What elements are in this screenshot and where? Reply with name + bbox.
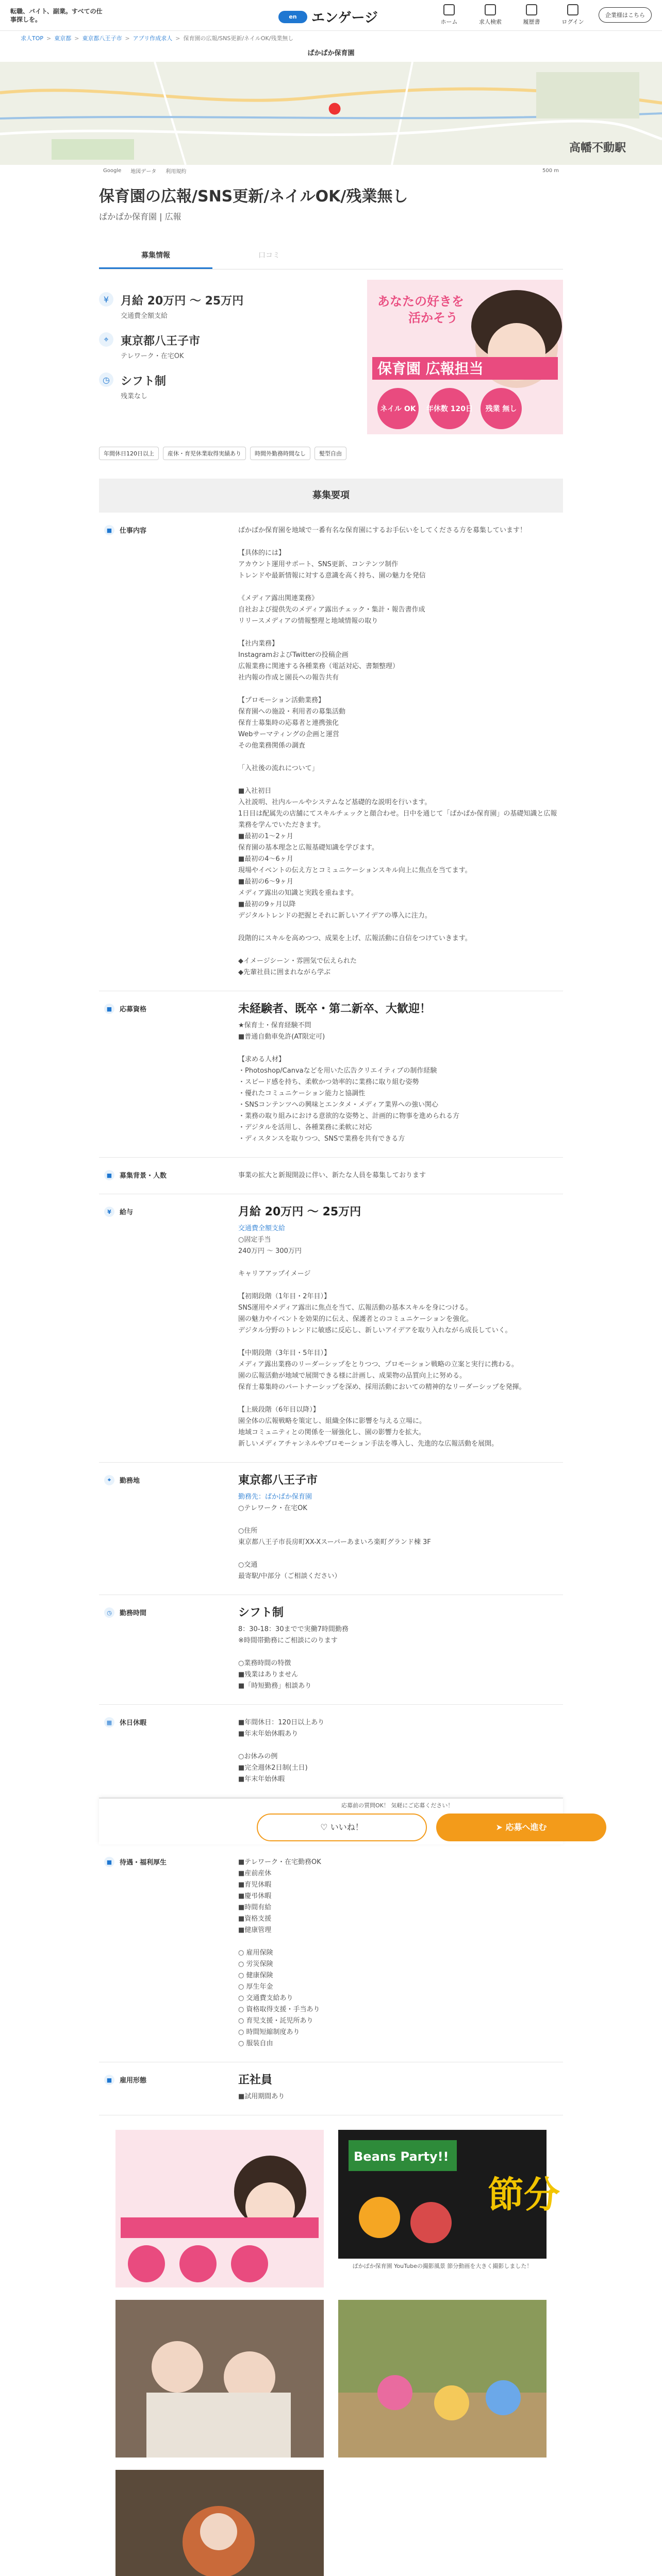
row-highlight: 東京都八王子市 bbox=[238, 1474, 318, 1487]
banner-illustration bbox=[367, 280, 563, 434]
site-tagline: 転職、バイト、副業。すべての仕事探しを。 bbox=[10, 7, 103, 23]
gift-icon: ■ bbox=[104, 1857, 114, 1867]
location-map[interactable] bbox=[0, 62, 662, 165]
detail-row-qualification bbox=[99, 991, 563, 1158]
row-value: ■テレワーク・在宅勤務OK ■産前産休 ■育児休暇 ■慶弔休暇 ■時間有給 ■資格支援 ■健康管理 ○ 雇用保険 ○ 労災保険 ○ 健康保険 ○ 厚生年金 ○ 交通費支給あり ○ 資格取得支援・手当あり ○ 育児支援・託児所あり ○ 時間短縮制度あり ○ 服装自由 bbox=[238, 1858, 321, 2047]
location-pin-icon: ⌖ bbox=[104, 1475, 114, 1485]
document-icon bbox=[526, 4, 537, 15]
people-icon: ■ bbox=[104, 1170, 114, 1180]
company-name: ぱかぱか保育園 | 広報 bbox=[99, 212, 181, 222]
banner-chip: 残業 無し bbox=[485, 405, 517, 413]
logo-text: エンゲージ bbox=[311, 10, 378, 26]
row-sub: 交通費全額支給 bbox=[238, 1225, 286, 1232]
banner-main: 保育園 広報担当 bbox=[377, 360, 484, 377]
feature-chip: 時間外勤務時間なし bbox=[250, 447, 310, 460]
salary-sub: 交通費全額支給 bbox=[121, 312, 168, 320]
section-title: 募集要項 bbox=[99, 479, 563, 513]
gallery-photo[interactable] bbox=[115, 2130, 324, 2287]
feature-chips bbox=[99, 447, 563, 460]
job-title: 保育園の広報/SNS更新/ネイルOK/残業無し bbox=[99, 188, 408, 206]
tab-recruit-info[interactable]: 募集情報 bbox=[99, 243, 212, 269]
floating-apply-bar bbox=[99, 1798, 563, 1844]
summary-location bbox=[99, 332, 243, 360]
home-icon bbox=[443, 4, 455, 15]
banner-top1: あなたの好きを bbox=[377, 294, 464, 309]
search-icon bbox=[485, 4, 496, 15]
apply-note: 応募前の質問OK！ 気軽にご応募ください！ bbox=[341, 1802, 454, 1809]
logo-mark: en bbox=[278, 11, 307, 23]
site-header bbox=[0, 0, 662, 31]
banner-chip: 年休数 120日 bbox=[426, 405, 473, 413]
tab-reviews[interactable]: 口コミ bbox=[258, 251, 280, 260]
banner-chip: ネイル OK bbox=[380, 405, 416, 413]
detail-row-employment bbox=[99, 2062, 563, 2115]
detail-row-work bbox=[99, 513, 563, 991]
detail-row-holidays bbox=[99, 1705, 563, 1798]
row-value: ○固定手当 240万円 〜 300万円 キャリアアップイメージ 【初期段階（1年目・2年目）】 SNS運用やメディア露出に焦点を当て、広報活動の基本スキルを身につける。 園の魅力やイベントを効果的に伝え、保護者とのコミュニケーションを強化。 デジタル分野のトレンドに敏感に反応し、新しいアイデアを取り入れながら成長していく。 【中期段階（3年目・5年目）】 メディア露出業務のリーダーシップをとりつつ、プロモーション戦略の立案と実行に携わる。 園の広報活動が地域で展開できる様に計画し、成果物の品質向上に努める。 保育士募集時のパートナーシップを深め、採用活動においての精神的なリーダーシップを発揮。 【上級段階（6年目以降）】 園全体の広報戦略を策定し、組織全体に影響を与える立場に。 地域コミュニティとの関係を一層強化し、園の影響力を拡大。 新しいメディアチャンネルやプロモーション手法を導入し、先進的な広報活動を展開。 bbox=[238, 1236, 526, 1448]
site-logo[interactable] bbox=[278, 7, 378, 26]
row-key: 給与 bbox=[120, 1209, 134, 1216]
clock-icon: ◷ bbox=[99, 372, 113, 387]
row-value: ■年間休日：120日以上あり ■年末年始休暇あり ○お休みの例 ■完全週休2日制(土日) ■年末年始休暇 bbox=[238, 1719, 325, 1783]
job-summary bbox=[99, 280, 563, 434]
row-key: 募集背景・人数 bbox=[120, 1172, 167, 1180]
feature-chip: 年間休日120日以上 bbox=[99, 447, 159, 460]
summary-banner-image bbox=[367, 280, 563, 434]
row-key: 雇用形態 bbox=[120, 2077, 147, 2084]
work-icon: ■ bbox=[104, 525, 114, 535]
shift-text: シフト制 bbox=[121, 375, 167, 388]
feature-chip: 髪型自由 bbox=[315, 447, 346, 460]
header-nav bbox=[434, 4, 652, 26]
row-highlight: シフト制 bbox=[238, 1606, 284, 1619]
person-icon: ■ bbox=[104, 1004, 114, 1014]
badge-icon: ■ bbox=[104, 2075, 114, 2085]
breadcrumb-item[interactable]: 東京都 bbox=[54, 35, 72, 42]
breadcrumb-item[interactable]: アプリ作成求人 bbox=[133, 35, 173, 42]
gallery-banner-text: 節分 bbox=[488, 2174, 560, 2216]
apply-button[interactable] bbox=[436, 1814, 606, 1841]
map-google: Google bbox=[103, 167, 122, 174]
main-content bbox=[99, 187, 563, 2576]
nav-home[interactable]: ホーム bbox=[434, 4, 465, 26]
salary-text: 月給 20万円 〜 25万円 bbox=[121, 295, 244, 308]
heart-icon: ♡ bbox=[320, 1822, 330, 1832]
location-sub: テレワーク・在宅OK bbox=[121, 352, 184, 360]
detail-row-hours bbox=[99, 1595, 563, 1705]
send-icon: ➤ bbox=[495, 1822, 506, 1832]
row-highlight: 正社員 bbox=[238, 2074, 273, 2087]
nav-search[interactable]: 求人検索 bbox=[475, 4, 506, 26]
row-key: 仕事内容 bbox=[120, 527, 147, 535]
map-data[interactable]: 地図データ bbox=[130, 168, 157, 175]
nav-resume[interactable]: 履歴書 bbox=[516, 4, 547, 26]
gallery-banner-sub: Beans Party!! bbox=[354, 2149, 449, 2164]
breadcrumb-current: 保育園の広報/SNS更新/ネイルOK/残業無し bbox=[183, 35, 294, 42]
location-pin-icon: ⌖ bbox=[99, 332, 113, 347]
detail-row-benefits bbox=[99, 1844, 563, 2062]
row-value: ぱかぱか保育園を地域で一番有名な保育園にするお手伝いをしてくださる方を募集しています！ 【具体的には】 アカウント運用サポート、SNS更新、コンテンツ制作 トレンドや最新情報に対する意識を高く持ち、園の魅力を発信 《メディア露出関連業務》 自社および提供先のメディア露出チェック・集計・報告書作成 リリースメディアの情報整理と地域情報の取り 【社内業務】 InstagramおよびTwitterの投稿企画 広報業務に関連する各種業務（電話対応、書類整理） 社内報の作成と園長への報告共有 【プロモーション活動業務】 保育園への施設・利用者の募集活動 保育士募集時の応募者と連携強化 Webサーマティングの企画と運営 その他業務関係の調査 「入社後の流れについて」 ■入社初日 入社説明、社内ルールやシステムなど基礎的な説明を行います。 1日目は配属先の店舗にてスキルチェックと顔合わせ。日中を通じて「ぱかぱか保育園」の基礎知識と広報業務を学んでいただきます。 ■最初の1〜2ヶ月 保育園の基本理念と広報基礎知識を学びます。 ■最初の4〜6ヶ月 現場やイベントの伝え方とコミュニケーションスキル向上に焦点を当てます。 ■最初の6〜9ヶ月 メディア露出の知識と実践を重ねます。 ■最初の9ヶ月以降 デジタルトレンドの把握とそれに新しいアイデアの導入に注力。 段階的にスキルを高めつつ、成果を上げ、広報活動に自信をつけていきます。 ◆イメージシーン・雰囲気で伝えられた ◆先輩社員に囲まれながら学ぶ bbox=[238, 527, 557, 976]
yen-icon: ¥ bbox=[104, 1207, 114, 1217]
gallery-photo[interactable] bbox=[338, 2130, 560, 2259]
gallery-caption: ぱかぱか保育園 YouTubeの撮影風景 節分動画を大きく撮影しました！ bbox=[352, 2263, 533, 2269]
station-label: 高幡不動駅 bbox=[569, 142, 626, 155]
yen-icon: ¥ bbox=[99, 292, 113, 307]
summary-shift bbox=[99, 372, 243, 400]
user-icon bbox=[567, 4, 578, 15]
summary-salary bbox=[99, 292, 243, 320]
row-value: ○テレワーク・在宅OK ○住所 東京都八王子市長房町XX-Xスーパーあまいろ楽町グランド棟 3F ○交通 最寄駅/中部分（ご相談ください） bbox=[238, 1504, 431, 1580]
calendar-icon: ▦ bbox=[104, 1717, 114, 1727]
location-text: 東京都八王子市 bbox=[121, 335, 201, 348]
row-highlight: 未経験者、既卒・第二新卒、大歓迎！ bbox=[238, 1003, 432, 1015]
row-key: 勤務時間 bbox=[120, 1609, 147, 1617]
breadcrumb-item[interactable]: 求人TOP bbox=[21, 35, 44, 42]
row-value: 事業の拡大と新規開設に伴い、新たな人員を募集しております bbox=[238, 1172, 426, 1179]
detail-row-location bbox=[99, 1463, 563, 1595]
map-pin-icon: ● bbox=[328, 99, 342, 117]
company-button[interactable]: 企業様はこちら bbox=[599, 7, 652, 23]
shift-sub: 残業なし bbox=[121, 393, 148, 400]
map-terms[interactable]: 利用規約 bbox=[166, 168, 187, 175]
summary-list bbox=[99, 280, 243, 434]
detail-row-salary bbox=[99, 1194, 563, 1463]
row-highlight: 月給 20万円 〜 25万円 bbox=[238, 1206, 361, 1218]
row-value: ★保育士・保育経験不問 ■普通自動車免許(AT限定可) 【求める人材】 ・Photoshop/Canvaなどを用いた広告クリエイティブの制作経験 ・スピード感を持ち、柔軟かつ効率的に業務に取り組む姿勢 ・優れたコミュニケーション能力と協調性 ・SNSコンテンツへの興味とエンタメ・メディア業界への強い関心 ・業務の取り組みにおける意欲的な姿勢と、計画的に物事を進められる方 ・デジタルを活用し、各種業務に柔軟に対応 ・ディスタンスを取りつつ、SNSで業務を共有できる方 bbox=[238, 1022, 460, 1143]
row-value: ■試用期間あり bbox=[238, 2093, 285, 2100]
row-value: 8：30-18：30までで実働7時間勤務 ※時間帯勤務にご相談にのります ○業務時間の特徴 ■残業はありません ■「時短勤務」相談あり bbox=[238, 1625, 349, 1690]
map-title: ぱかぱか保育園 bbox=[307, 49, 355, 57]
banner-top2: 活かそう bbox=[408, 311, 458, 325]
row-sub: 勤務先：ぱかぱか保育園 bbox=[238, 1493, 312, 1501]
feature-chip: 産休・育児休業取得実績あり bbox=[163, 447, 246, 460]
detail-row-background bbox=[99, 1158, 563, 1194]
tab-bar bbox=[99, 243, 563, 269]
map-footer bbox=[0, 165, 662, 176]
like-button[interactable] bbox=[257, 1814, 427, 1841]
row-key: 休日休暇 bbox=[120, 1719, 147, 1727]
gallery-photo[interactable] bbox=[338, 2300, 547, 2458]
map-scale: 500 m bbox=[542, 167, 559, 174]
breadcrumb: 求人TOP > 東京都 > 東京都八王子市 > アプリ作成求人 > 保育園の広報/SNS更新/ネイルOK/残業無し bbox=[21, 35, 294, 42]
gallery-photo[interactable] bbox=[115, 2470, 324, 2576]
gallery-item bbox=[338, 2130, 560, 2287]
row-key: 待遇・福利厚生 bbox=[120, 1859, 167, 1867]
row-key: 勤務地 bbox=[120, 1477, 140, 1485]
breadcrumb-item[interactable]: 東京都八王子市 bbox=[82, 35, 122, 42]
photo-gallery bbox=[99, 2130, 563, 2576]
like-label: いいね！ bbox=[330, 1822, 363, 1832]
clock-icon: ◷ bbox=[104, 1607, 114, 1618]
row-key: 応募資格 bbox=[120, 1006, 147, 1013]
nav-login[interactable]: ログイン bbox=[557, 4, 588, 26]
gallery-photo[interactable] bbox=[115, 2300, 324, 2458]
apply-label: 応募へ進む bbox=[505, 1822, 547, 1832]
